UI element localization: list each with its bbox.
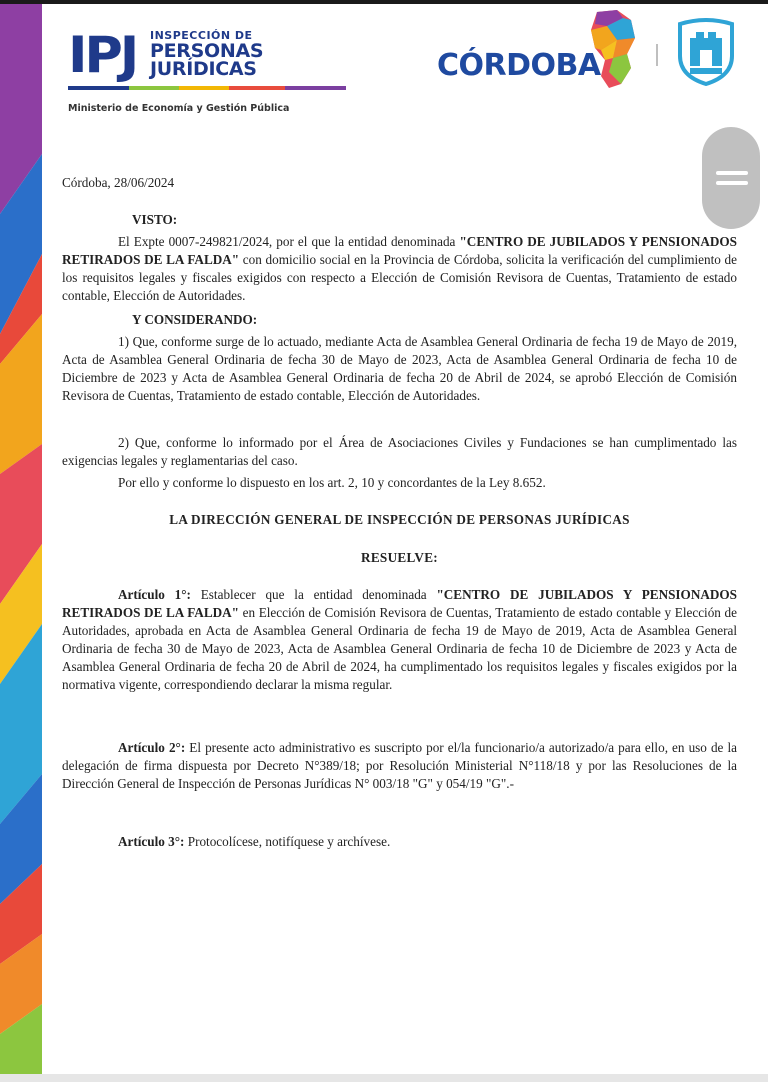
scroll-handle-grip [716,181,748,185]
articulo-2 [62,739,737,793]
visto-pre: El Expte 0007-249821/2024, por el que la entidad denominada [118,234,460,249]
document-date: Córdoba, 28/06/2024 [62,175,175,190]
ipj-mark: IPJ [68,26,137,84]
articulo-1-pre: Establecer que la entidad denominada [190,587,437,602]
visto-post: con domicilio social en la Provincia de Córdoba, solicita la verificación del cumplimiento de los requisitos legales y fiscales exigidos con respecto a Elección de Comisión Revisora de Cuentas, Tratamiento de estado contable, Elección de Autoridades. [62,252,737,303]
entity-name: "CENTRO DE JUBILADOS Y PENSIONADOS RETIRADOS DE LA FALDA" [62,587,737,620]
cordoba-wordmark: CÓRDOBA [437,48,601,83]
considerando-2: 2) Que, conforme lo informado por el Área de Asociaciones Civiles y Fundaciones se han cumplimentado las exigencias legales y reglamentarias del caso. [62,435,737,468]
ipj-line3: JURÍDICAS [150,58,257,80]
por-ello-paragraph: Por ello y conforme lo dispuesto en los art. 2, 10 y concordantes de la Ley 8.652. [118,475,546,490]
bottom-strip [0,1074,768,1082]
articulo-1 [62,586,737,694]
considerando-heading: Y CONSIDERANDO: [132,312,258,327]
ipj-line1: INSPECCIÓN DE [150,29,253,42]
decorative-left-band [0,4,42,1078]
ipj-wordmark [150,30,263,78]
cordoba-map-icon [587,10,637,88]
articulo-2-label: Artículo 2°: [118,740,186,755]
municipal-crest-icon [676,18,736,86]
articulo-3-text: Protocolícese, notifíquese y archívese. [184,834,391,849]
scroll-handle-grip [716,171,748,175]
visto-paragraph [62,233,737,305]
cordoba-logo [437,10,637,90]
top-strip [0,0,768,4]
articulo-3 [62,833,737,851]
entity-name: "CENTRO DE JUBILADOS Y PENSIONADOS RETIRADOS DE LA FALDA" [62,234,737,267]
ipj-line2: PERSONAS [150,40,264,62]
articulo-3-label: Artículo 3°: [118,834,185,849]
ipj-logo [68,28,348,92]
considerando-1: 1) Que, conforme surge de lo actuado, mediante Acta de Asamblea General Ordinaria de fecha 19 de Mayo de 2019, Acta de Asamblea General Ordinaria de fecha 30 de Mayo de 2023, Acta de Asamblea General Ordinaria de fecha 10 de Diciembre de 2023 y Acta de Asamblea General Ordinaria de fecha 20 de Abril de 2024, se aprobó Elección de Comisión Revisora de Cuentas, Tratamiento de estado contable, Elección de Autoridades. [62,334,737,403]
header-divider [656,44,658,66]
resuelve-heading: RESUELVE: [361,550,438,565]
articulo-1-post: en Elección de Comisión Revisora de Cuentas, Tratamiento de estado contable y Elección de Autoridades, aprobada en Acta de Asamblea General Ordinaria de fecha 19 de Mayo de 2019, Acta de Asamblea General Ordinaria de fecha 30 de Mayo de 2023, Acta de Asamblea General Ordinaria de fecha 10 de Diciembre de 2023 y Acta de Asamblea General Ordinaria de fecha 20 de Abril de 2024, ha cumplimentado los requisitos legales y fiscales exigidos por la normativa vigente, correspondiendo declarar la misma regular. [62,605,737,692]
direccion-heading: LA DIRECCIÓN GENERAL DE INSPECCIÓN DE PERSONAS JURÍDICAS [169,512,630,527]
visto-heading: VISTO: [132,212,178,227]
ministry-label: Ministerio de Economía y Gestión Pública [68,103,290,114]
ipj-color-underline [68,86,346,90]
articulo-2-text: El presente acto administrativo es suscripto por el/la funcionario/a autorizado/a para ello, en uso de la delegación de firma dispuesta por Decreto N°389/18; por Resolución Ministerial N°118/18 y por las Resoluciones de la Dirección General de Inspección de Personas Jurídicas N° 003/18 "G" y 054/19 "G".- [62,740,738,791]
articulo-1-label: Artículo 1°: [118,587,191,602]
scroll-handle[interactable] [702,127,760,229]
